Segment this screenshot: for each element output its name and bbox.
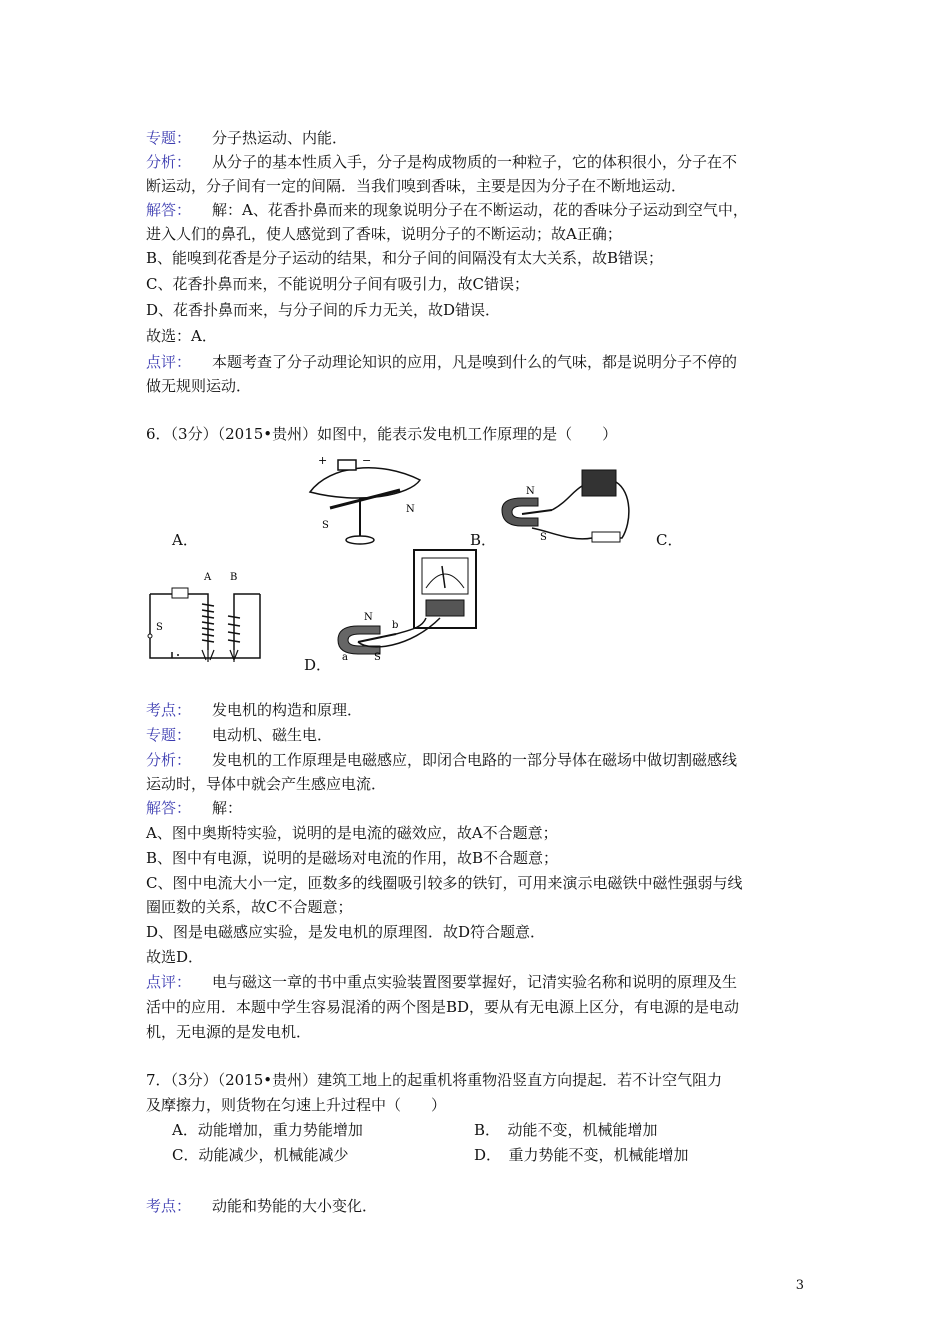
- q5-zhuanti: 专题： 分子热运动、内能．: [146, 126, 347, 150]
- figure-c-electromagnets: [142, 566, 268, 670]
- q6-jieda-3: B、图中有电源，说明的是磁场对电流的作用，故B不合题意；: [146, 849, 559, 867]
- q5-fenxi-1: 分析： 从分子的基本性质入手，分子是构成物质的一种粒子，它的体积很小，分子在不: [146, 150, 737, 174]
- q5-jieda-3: B、能嗅到花香是分子运动的结果，和分子间的间隔没有太大关系，故B错误；: [146, 249, 664, 267]
- q7-opt-b: B． 动能不变，机械能增加: [474, 1121, 658, 1139]
- fig-a-plus: +: [318, 454, 328, 467]
- fig-c-a: A: [204, 572, 212, 583]
- q7-opt-d: D． 重力势能不变，机械能增加: [474, 1146, 689, 1164]
- q5-jieda-1: 解答： 解：A、花香扑鼻而来的现象说明分子在不断运动，花的香味分子运动到空气中，: [146, 198, 748, 222]
- q6-opt-c: C．: [656, 531, 683, 549]
- q5-fenxi-2: 断运动，分子间有一定的间隔．当我们嗅到香味，主要是因为分子在不断地运动．: [146, 177, 687, 195]
- q5-dianping-2: 做无规则运动．: [146, 377, 252, 395]
- fig-a-n: N: [406, 504, 415, 515]
- q5-guxuan: 故选：A．: [146, 327, 217, 345]
- fig-a-s: S: [322, 520, 329, 531]
- q7-opt-c: C．动能减少，机械能减少: [172, 1146, 349, 1164]
- label-fenxi: 分析：: [146, 153, 192, 171]
- label-dianping: 点评：: [146, 353, 192, 371]
- q6-fenxi-1: 分析： 发电机的工作原理是电磁感应，即闭合电路的一部分导体在磁场中做切割磁感线: [146, 748, 737, 772]
- q5-dianping-1: 点评： 本题考查了分子动理论知识的应用，凡是嗅到什么的气味，都是说明分子不停的: [146, 350, 737, 374]
- figure-b-motor: [492, 462, 642, 552]
- q6-jieda-2: A、图中奥斯特实验，说明的是电流的磁效应，故A不合题意；: [146, 824, 558, 842]
- label-zhuanti: 专题：: [146, 726, 192, 744]
- q7-stem-1: 7．（3分）（2015•贵州）建筑工地上的起重机将重物沿竖直方向提起．若不计空气阻力: [146, 1071, 723, 1089]
- q6-fenxi-2: 运动时，导体中就会产生感应电流．: [146, 775, 387, 793]
- label-dianping: 点评：: [146, 973, 192, 991]
- q6-guxuan: 故选D．: [146, 948, 204, 966]
- q7-kaodian: 考点： 动能和势能的大小变化．: [146, 1194, 377, 1218]
- q7-opt-a: A．动能增加，重力势能增加: [172, 1121, 363, 1139]
- q6-kaodian: 考点： 发电机的构造和原理．: [146, 698, 362, 722]
- q5-jieda-5: D、花香扑鼻而来，与分子间的斥力无关，故D错误．: [146, 301, 501, 319]
- q6-dianping-3: 机，无电源的是发电机．: [146, 1023, 312, 1041]
- q6-jieda-4: C、图中电流大小一定，匝数多的线圈吸引较多的铁钉，可用来演示电磁铁中磁性强弱与线: [146, 874, 743, 892]
- label-fenxi: 分析：: [146, 751, 192, 769]
- fig-d-n: N: [364, 612, 373, 623]
- figure-a-oersted: [300, 450, 430, 550]
- fig-c-s: S: [156, 622, 163, 633]
- q6-opt-b: B．: [470, 531, 497, 549]
- fig-d-a: a: [342, 652, 348, 663]
- fig-d-s: S: [374, 652, 381, 663]
- q6-jieda-6: D、图是电磁感应实验，是发电机的原理图．故D符合题意．: [146, 923, 546, 941]
- label-zhuanti: 专题：: [146, 129, 192, 147]
- fig-b-n: N: [526, 486, 535, 497]
- label-kaodian: 考点：: [146, 701, 192, 719]
- fig-c-b: B: [230, 572, 238, 583]
- q5-jieda-4: C、花香扑鼻而来，不能说明分子间有吸引力，故C错误；: [146, 275, 529, 293]
- q6-opt-a: A．: [172, 531, 198, 549]
- q6-dianping-2: 活中的应用．本题中学生容易混淆的两个图是BD，要从有无电源上区分，有电源的是电动: [146, 998, 740, 1016]
- q6-zhuanti: 专题： 电动机、磁生电．: [146, 723, 332, 747]
- fig-d-b: b: [392, 620, 399, 631]
- q6-stem: 6．（3分）（2015•贵州）如图中，能表示发电机工作原理的是（ ）: [146, 425, 618, 443]
- q7-stem-2: 及摩擦力，则货物在匀速上升过程中（ ）: [146, 1096, 447, 1114]
- fig-a-minus: −: [362, 454, 372, 467]
- label-jieda: 解答：: [146, 201, 192, 219]
- page-number: 3: [795, 1278, 804, 1293]
- q6-jieda-5: 圈匝数的关系，故C不合题意；: [146, 898, 353, 916]
- q5-jieda-2: 进入人们的鼻孔，使人感觉到了香味，说明分子的不断运动；故A正确；: [146, 225, 622, 243]
- q6-jieda-1: 解答： 解：: [146, 796, 242, 820]
- label-jieda: 解答：: [146, 799, 192, 817]
- q6-dianping-1: 点评： 电与磁这一章的书中重点实验装置图要掌握好，记清实验名称和说明的原理及生: [146, 970, 737, 994]
- fig-b-s: S: [540, 532, 547, 543]
- q6-opt-d: D．: [304, 656, 332, 674]
- label-kaodian: 考点：: [146, 1197, 192, 1215]
- figure-d-generator: [330, 548, 490, 664]
